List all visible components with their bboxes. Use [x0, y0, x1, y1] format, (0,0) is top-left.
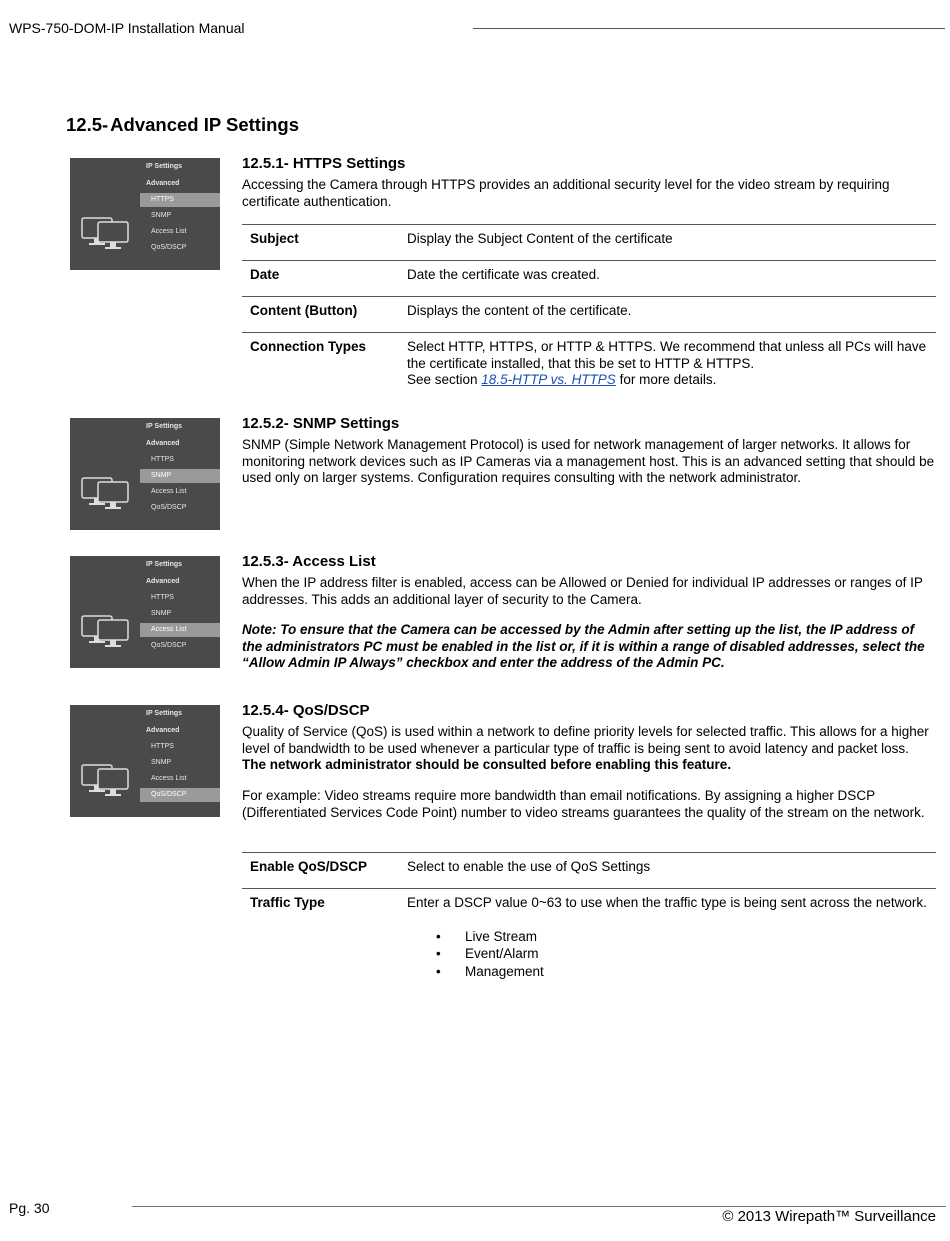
menu-item: QoS/DSCP [151, 642, 187, 649]
menu-item: SNMP [140, 469, 220, 483]
monitors-icon [80, 614, 135, 648]
list-item: • Live Stream [407, 928, 927, 946]
qos-heading: 12.5.4- QoS/DSCP [242, 702, 370, 719]
traffic-type-list [407, 928, 927, 981]
menu-item: QoS/DSCP [151, 504, 187, 511]
monitors-icon [80, 763, 135, 797]
menu-item: Access List [151, 775, 187, 782]
menu-item: SNMP [151, 759, 172, 766]
row-label: Date [250, 267, 280, 282]
see-section-prefix: See section [407, 372, 482, 388]
copyright: © 2013 Wirepath™ Surveillance [722, 1208, 936, 1225]
qos-settings-table [242, 852, 936, 999]
table-row [242, 332, 936, 393]
menu-item: HTTPS [151, 743, 174, 750]
qos-body-text: Quality of Service (QoS) is used within a network to define priority levels for selected traffic. This allows for a higher level of bandwidth to be used whenever a particular type of traffic is being sent to avoid latency and packet loss. [242, 724, 929, 756]
access-list-description: When the IP address filter is enabled, access can be Allowed or Denied for individual IP addresses or ranges of IP addresses. This adds an additional layer of security to the Camera. [242, 575, 923, 607]
document-header-title: WPS-750-DOM-IP Installation Manual [9, 20, 245, 36]
row-label: Content (Button) [250, 303, 358, 318]
page-number: Pg. 30 [9, 1200, 50, 1216]
menu-screenshot-access-list [70, 556, 220, 668]
menu-item: IP Settings [146, 163, 183, 170]
monitors-icon [80, 216, 135, 250]
row-label: Traffic Type [250, 895, 325, 910]
list-item: • Management [407, 963, 927, 981]
menu-screenshot-qos [70, 705, 220, 817]
section-number: 12.5- [66, 114, 109, 135]
menu-item: IP Settings [146, 423, 183, 430]
menu-item: Advanced [146, 578, 180, 585]
menu-item: IP Settings [146, 710, 183, 717]
menu-item: QoS/DSCP [140, 788, 220, 802]
menu-item: IP Settings [146, 561, 183, 568]
menu-item: Advanced [146, 727, 180, 734]
row-description [407, 895, 927, 980]
row-description: Select to enable the use of QoS Settings [407, 859, 651, 874]
traffic-type-text: Enter a DSCP value 0~63 to use when the traffic type is being sent across the network. [407, 895, 927, 910]
table-row [242, 852, 936, 888]
section-title-text: Advanced IP Settings [110, 114, 299, 135]
menu-item: Advanced [146, 180, 180, 187]
snmp-heading: 12.5.2- SNMP Settings [242, 415, 400, 432]
row-description: Displays the content of the certificate. [407, 303, 632, 318]
row-description: Display the Subject Content of the certificate [407, 231, 673, 246]
access-list-note: Note: To ensure that the Camera can be accessed by the Admin after setting up the list, the IP address of the administrators PC must be enabled in the list or, if it is within a range of disabled addresses, select the “Allow Admin IP Always” checkbox and enter the address of the Admin PC. [242, 622, 925, 671]
connection-types-text: Select HTTP, HTTPS, or HTTP & HTTPS. We recommend that unless all PCs will have the certificate installed, that this be set to HTTP & HTTPS. [407, 339, 927, 371]
snmp-description: SNMP (Simple Network Management Protocol) is used for network management of larger networks. It allows for monitoring network devices such as IP Cameras via a management host. This is an advanced setting that should be used only on larger systems. Configuration requires consulting with the network administrator. [242, 437, 935, 486]
menu-item: SNMP [151, 610, 172, 617]
row-label: Connection Types [250, 339, 367, 354]
menu-item: QoS/DSCP [151, 244, 187, 251]
menu-screenshot-snmp [70, 418, 220, 530]
menu-item: HTTPS [151, 456, 174, 463]
qos-description [242, 724, 936, 774]
qos-warning: The network administrator should be consulted before enabling this feature. [242, 757, 732, 773]
menu-item: Access List [151, 228, 187, 235]
menu-item: HTTPS [140, 193, 220, 207]
row-description: Date the certificate was created. [407, 267, 600, 282]
menu-item: Access List [151, 488, 187, 495]
table-row [242, 296, 936, 332]
https-settings-table [242, 224, 936, 393]
menu-item: SNMP [151, 212, 172, 219]
menu-item: HTTPS [151, 594, 174, 601]
see-section-suffix: for more details. [615, 372, 717, 388]
list-item: • Event/Alarm [407, 945, 927, 963]
section-title [66, 114, 299, 136]
table-row [242, 224, 936, 260]
access-list-heading: 12.5.3- Access List [242, 553, 376, 570]
footer-divider [132, 1206, 946, 1207]
row-label: Subject [250, 231, 299, 246]
table-row [242, 260, 936, 296]
table-row [242, 888, 936, 999]
menu-item: Access List [140, 623, 220, 637]
https-intro: Accessing the Camera through HTTPS provides an additional security level for the video stream by requiring certificate authentication. [242, 177, 890, 209]
menu-screenshot-https [70, 158, 220, 270]
row-description [407, 339, 927, 389]
menu-item: Advanced [146, 440, 180, 447]
https-heading: 12.5.1- HTTPS Settings [242, 155, 406, 172]
monitors-icon [80, 476, 135, 510]
http-vs-https-link[interactable]: 18.5-HTTP vs. HTTPS [481, 372, 616, 388]
row-label: Enable QoS/DSCP [250, 859, 368, 874]
qos-example: For example: Video streams require more bandwidth than email notifications. By assigning a higher DSCP (Differentiated Services Code Point) number to video streams guarantees the quality of the stream on the network. [242, 788, 925, 820]
header-divider [473, 28, 945, 29]
